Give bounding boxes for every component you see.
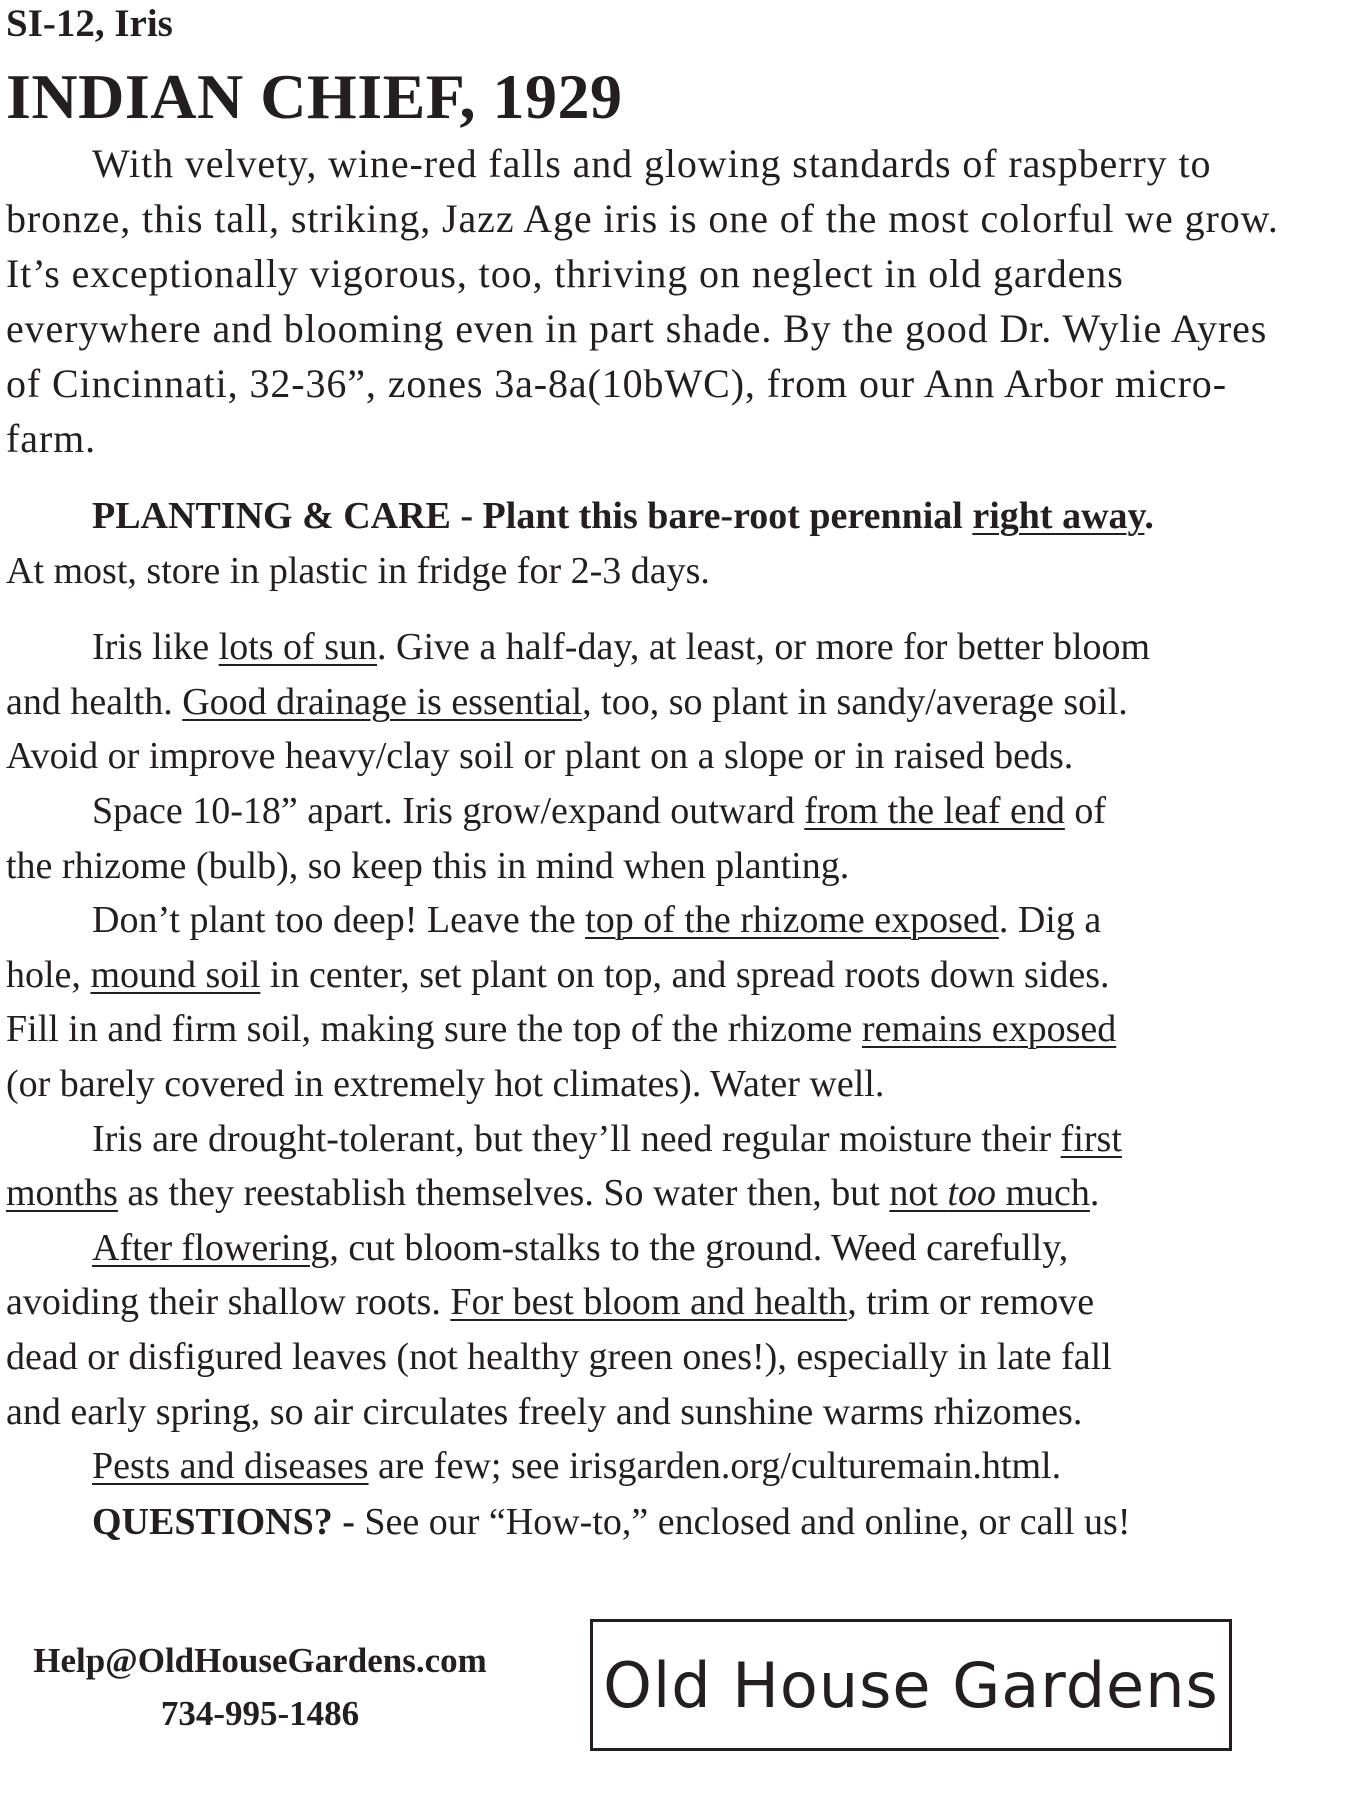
- intro-line: gardens everywhere and blooming even in part shade. By the good: [6, 251, 1124, 351]
- product-title: INDIAN CHIEF, 1929: [6, 61, 623, 132]
- questions-heading: QUESTIONS? -: [92, 1501, 365, 1543]
- care-paragraph-4: Don’t plant too deep! Leave the top of the rhizome exposed. Dig a hole, mound soil in center, set plant on top, and spread roots down sides. Fill in and firm soil, making sure the top of the rhizome remains exposed (or barely covered in extremely hot climates). Water well.: [6, 899, 1117, 1105]
- planting-care-section: [6, 489, 1306, 1494]
- company-logo: [590, 1619, 1232, 1751]
- intro-paragraph: [6, 136, 1306, 466]
- care-paragraph-6: After flowering, cut bloom-stalks to the ground. Weed carefully, avoiding their shallow roots. For best bloom and health, trim or remove dead or disfigured leaves (not healthy green ones!), especially in late fall and early spring, so air circulates freely and sunshine warms rhizomes.: [6, 1226, 1112, 1433]
- logo-text: Old House Gardens: [603, 1648, 1219, 1722]
- contact-block: [6, 1634, 514, 1740]
- intro-line: our Ann Arbor micro-farm.: [6, 361, 1227, 461]
- intro-line: Dr. Wylie Ayres of Cincinnati, 32-36”, zones 3a-8a(10bWC), from: [6, 306, 1268, 406]
- care-paragraph-5: Iris are drought-tolerant, but they’ll need regular moisture their first months as they reestablish themselves. So water then, but not too much.: [6, 1117, 1122, 1215]
- intro-line: to bronze, this tall, striking, Jazz Age iris is one of the most colorful: [6, 141, 1212, 241]
- care-paragraph-7: Pests and diseases are few; see irisgarden.org/culturemain.html.: [92, 1445, 1062, 1488]
- product-code: SI-12, Iris: [6, 2, 173, 45]
- questions-line: QUESTIONS? - See our “How-to,” enclosed and online, or call us!: [92, 1501, 1131, 1543]
- contact-phone[interactable]: 734-995-1486: [160, 1694, 360, 1733]
- care-paragraph-3: Space 10-18” apart. Iris grow/expand outward from the leaf end of the rhizome (bulb), so keep this in mind when planting.: [6, 789, 1107, 887]
- care-paragraph-1: PLANTING & CARE - Plant this bare-root perennial right away. At most, store in plastic in fridge for 2-3 days.: [6, 495, 1154, 592]
- intro-line: With velvety, wine-red falls and glowing standards of raspberry: [92, 141, 1168, 186]
- care-heading: PLANTING & CARE - Plant this bare-root perennial: [92, 495, 973, 537]
- intro-line: we grow. It’s exceptionally vigorous, too, thriving on neglect in old: [6, 196, 1279, 296]
- care-paragraph-2: Iris like lots of sun. Give a half-day, at least, or more for better bloom and health. Good drainage is essential, too, so plant in sandy/average soil. Avoid or improve heavy/clay soil or plant on a slope or in raised beds.: [6, 626, 1151, 778]
- contact-email[interactable]: Help@OldHouseGardens.com: [33, 1641, 487, 1680]
